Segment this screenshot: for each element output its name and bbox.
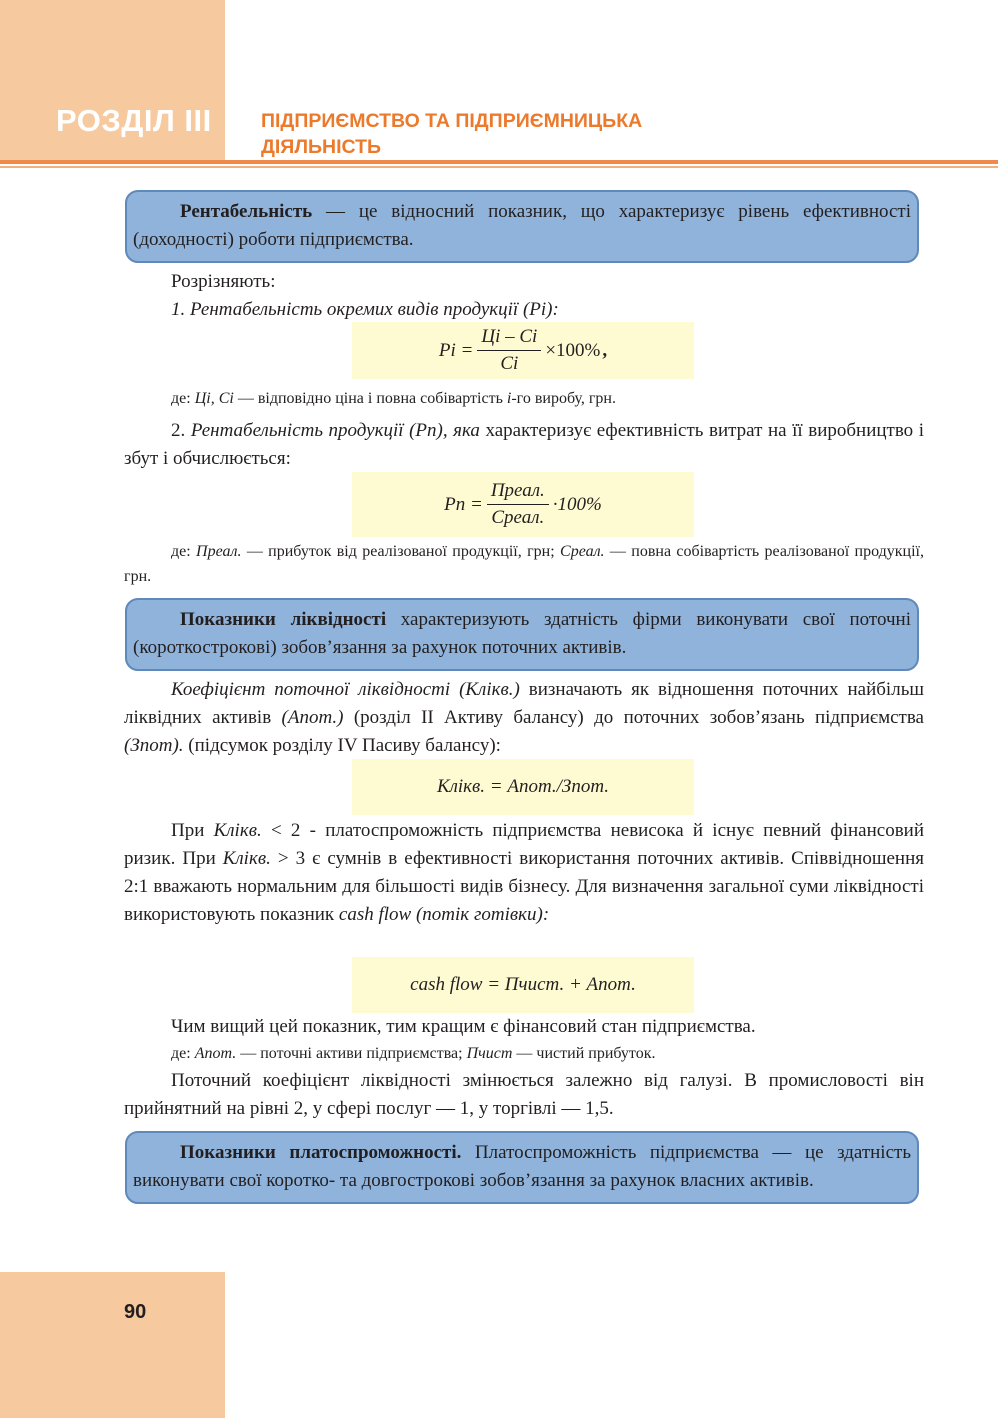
distinguish-text: Розрізняють: xyxy=(171,271,276,292)
current-ratio-by-industry: Поточний коефіцієнт ліквідності змінюється залежно від галузі. В промисловості він прийнятний на рівні 2, у сфері послуг — 1, у торгівлі — 1,5. xyxy=(124,1070,924,1119)
formula-current-ratio xyxy=(352,759,694,815)
formula-cash-flow xyxy=(352,957,694,1013)
formula-3-text: Клікв. = Апот./Зпот. xyxy=(436,776,610,797)
solvency-term: Показники платоспроможності. xyxy=(180,1142,462,1163)
ratio-interpretation-paragraph: При Клікв. < 2 - платоспроможність підприємства невисока й існує певний фінансовий ризик. При Клікв. > 3 є сумнів в ефективності використання поточних активів. Співвідношення 2:1 вважають нормальним для більшості видів бізнесу. Для визначення загальної суми ліквідності використовують показник cash flow (потік готівки): xyxy=(124,820,925,925)
formula-output-profitability xyxy=(352,472,694,537)
item-1-title: 1. Рентабельність окремих видів продукції (Рі): xyxy=(171,299,559,320)
where-1: де: Ці, Сі — відповідно ціна і повна собівартість і-го виробу, грн. xyxy=(171,390,616,407)
definition-text: — це відносний показник, що характеризує рівень ефективності (доходності) роботи підприємства. xyxy=(133,201,911,250)
formula-4-text: cash flow = Пчист. + Апот. xyxy=(410,974,636,995)
side-band-bottom xyxy=(0,1272,225,1418)
liquidity-text: характеризують здатність фірми виконувати свої поточні (короткострокові) зобов’язання за рахунок поточних активів. xyxy=(133,609,911,658)
formula-2-numerator: Преал. xyxy=(487,479,549,505)
formula-1-lhs: Рі = xyxy=(438,339,474,361)
formula-2-fraction xyxy=(487,479,549,530)
formula-1-rhs: ×100% xyxy=(545,339,601,361)
formula-1-fraction xyxy=(477,325,541,376)
formula-2-denominator: Среал. xyxy=(491,507,545,528)
chapter-title-line-2: ДІЯЛЬНІСТЬ xyxy=(261,136,382,158)
definition-box-profitability xyxy=(125,190,919,263)
current-ratio-paragraph: Коефіцієнт поточної ліквідності (Клікв.) визначають як відношення поточних найбільш ліквідних активів (Апот.) (розділ II Активу балансу) до поточних зобов’язань підприємства (Зпот). (підсумок розділу IV Пасиву балансу): xyxy=(124,679,924,756)
item-2-paragraph: 2. Рентабельність продукції (Рп), яка характеризує ефективність витрат на її виробництво і збут і обчислюється: xyxy=(124,420,925,469)
page-number: 90 xyxy=(124,1301,147,1323)
liquidity-term: Показники ліквідності xyxy=(180,609,387,630)
header-rule xyxy=(0,160,998,164)
section-label: РОЗДІЛ ІІІ xyxy=(56,103,212,138)
formula-2-lhs: Рп = xyxy=(444,493,483,515)
where-2: де: Преал. — прибуток від реалізованої продукції, грн; Среал. — повна собівартість реалізованої продукції, грн. xyxy=(124,543,924,585)
definition-box-liquidity xyxy=(125,598,919,671)
definition-term: Рентабельність xyxy=(180,201,313,222)
formula-1-comma: , xyxy=(602,339,608,361)
chapter-title xyxy=(261,108,781,160)
higher-indicator-text: Чим вищий цей показник, тим кращим є фінансовий стан підприємства. xyxy=(171,1016,756,1037)
formula-1-numerator: Ці – Сі xyxy=(477,325,541,351)
where-3: де: Апот. — поточні активи підприємства; Пчист — чистий прибуток. xyxy=(171,1045,656,1062)
header-rule-thin xyxy=(0,166,998,168)
formula-1-denominator: Сі xyxy=(500,353,519,374)
solvency-text: Платоспроможність підприємства — це здатність виконувати свої коротко- та довгострокові зобов’язання за рахунок власних активів. xyxy=(133,1142,911,1191)
definition-box-solvency xyxy=(125,1131,919,1204)
formula-2-rhs: ·100% xyxy=(552,493,602,515)
chapter-title-line-1: ПІДПРИЄМСТВО ТА ПІДПРИЄМНИЦЬКА xyxy=(261,110,643,132)
formula-product-profitability xyxy=(352,322,694,379)
